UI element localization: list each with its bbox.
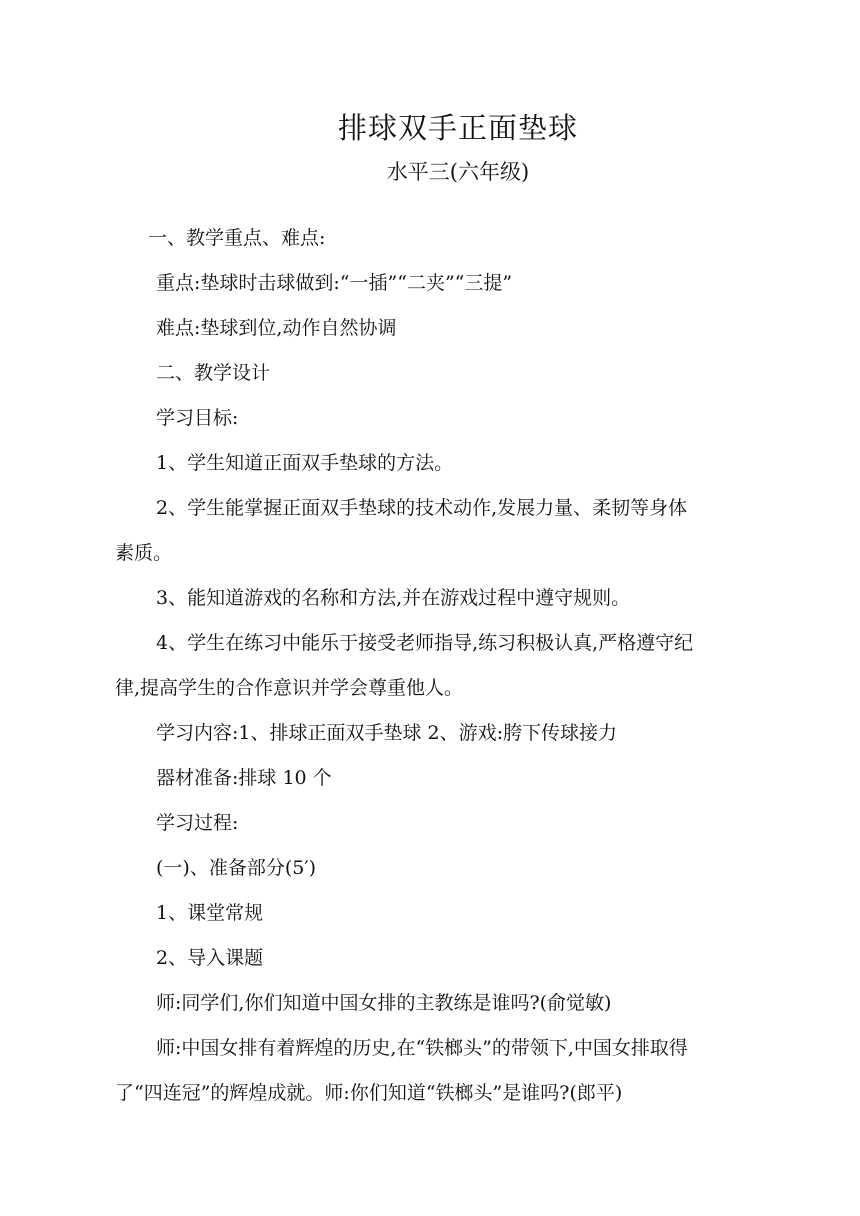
- learning-content: 学习内容:1、排球正面双手垫球 2、游戏:胯下传球接力: [156, 722, 618, 744]
- goal-4-line-1: 4、学生在练习中能乐于接受老师指导,练习积极认真,严格遵守纪: [156, 632, 694, 654]
- goal-4-line-2: 律,提高学生的合作意识并学会尊重他人。: [115, 677, 464, 699]
- difficulty: 难点:垫球到位,动作自然协调: [156, 317, 397, 339]
- equipment: 器材准备:排球 10 个: [156, 767, 332, 789]
- teacher-statement-line-2: 了“四连冠”的辉煌成就。师:你们知道“铁榔头”是谁吗?(郎平): [115, 1082, 623, 1104]
- step-2: 2、导入课题: [156, 947, 264, 969]
- key-point: 重点:垫球时击球做到:“一插”“二夹”“三提”: [156, 272, 513, 294]
- part1-heading: (一)、准备部分(5′): [156, 857, 317, 879]
- section1-heading: 一、教学重点、难点:: [148, 227, 326, 249]
- goal-3: 3、能知道游戏的名称和方法,并在游戏过程中遵守规则。: [156, 587, 631, 609]
- document-title: 排球双手正面垫球: [337, 111, 578, 145]
- teacher-statement-line-1: 师:中国女排有着辉煌的历史,在“铁榔头”的带领下,中国女排取得: [156, 1037, 688, 1059]
- goal-2-line-1: 2、学生能掌握正面双手垫球的技术动作,发展力量、柔韧等身体: [156, 497, 688, 519]
- section2-heading: 二、教学设计: [156, 362, 271, 384]
- process-heading: 学习过程:: [156, 812, 239, 834]
- step-1: 1、课堂常规: [156, 902, 264, 924]
- teacher-question-1: 师:同学们,你们知道中国女排的主教练是谁吗?(俞觉敏): [156, 992, 612, 1014]
- document-subtitle: 水平三(六年级): [386, 160, 530, 184]
- goal-1: 1、学生知道正面双手垫球的方法。: [156, 452, 454, 474]
- goals-heading: 学习目标:: [156, 407, 239, 429]
- goal-2-line-2: 素质。: [115, 542, 173, 564]
